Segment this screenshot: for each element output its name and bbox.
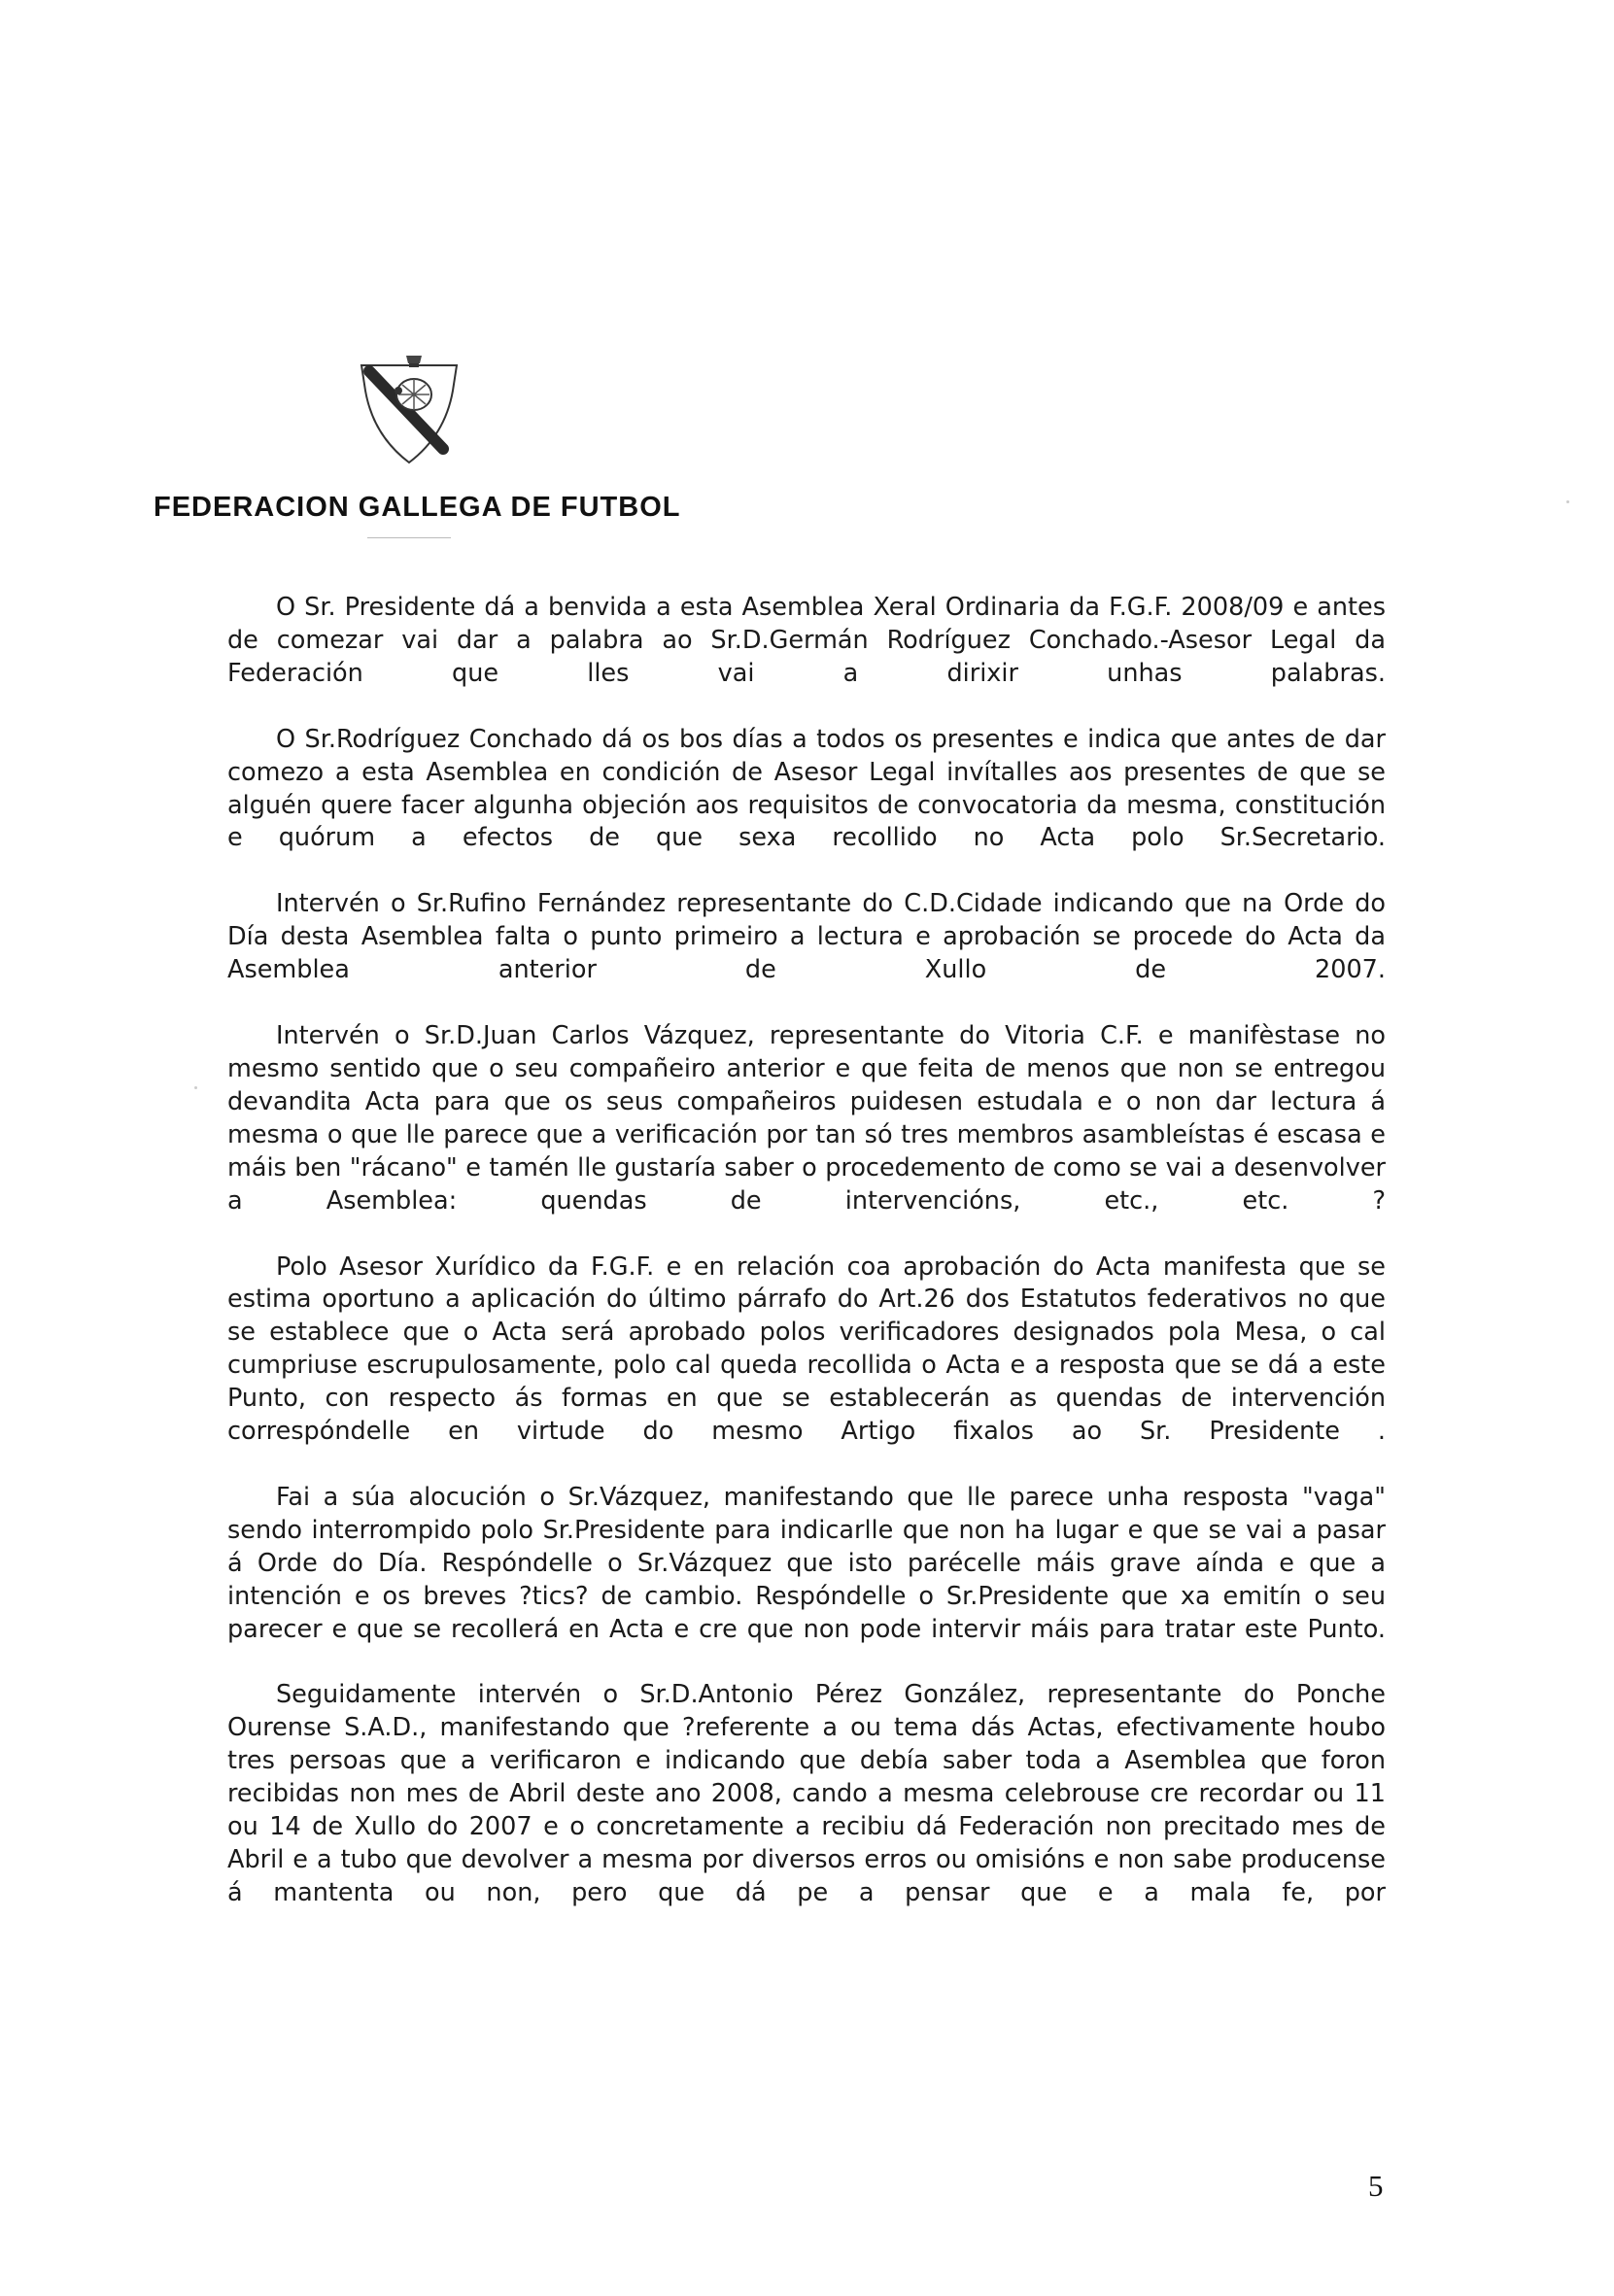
paragraph-7: Seguidamente intervén o Sr.D.Antonio Pérez González, representante do Ponche Ourense S.A.D., manifestando que ?referente a ou tema dás Actas, efectivamente houbo tres persoas que a verificaron e indicando que debía saber toda a Asemblea que foron recibidas non mes de Abril deste ano 2008, cando a mesma celebrouse cre recordar ou 11 ou 14 de Xullo do 2007 e o concretamente a recibiu dá Federación non precitado mes de Abril e a tubo que devolver a mesma por diversos erros ou omisións e non sabe producense á mantenta ou non, pero que dá pe a pensar que e a mala fe, por xyxy=(227,1680,1386,1907)
scan-speck xyxy=(194,1086,197,1089)
scan-speck xyxy=(1566,500,1569,503)
federation-crest-icon xyxy=(356,352,463,466)
paragraph-4: Intervén o Sr.D.Juan Carlos Vázquez, representante do Vitoria C.F. e manifèstase no mesmo sentido que o seu compañeiro anterior e que feita de menos que non se entregou devandita Acta para que os seus compañeiros puidesen estudala e o non dar lectura á mesma o que lle parece que a verificación por tan só tres membros asambleístas é escasa e máis ben "rácano" e tamén lle gustaría saber o procedemento de como se vai a desenvolver a Asemblea: quendas de intervencións, etc., etc. ? xyxy=(227,1021,1386,1216)
document-body xyxy=(227,592,1386,1943)
organization-name: FEDERACION GALLEGA DE FUTBOL xyxy=(154,492,681,523)
paragraph-6: Fai a súa alocución o Sr.Vázquez, manifestando que lle parece unha resposta "vaga" sendo interrompido polo Sr.Presidente para indicarlle que non ha lugar e que se vai a pasar á Orde do Día. Respóndelle o Sr.Vázquez que isto parécelle máis grave aínda e que a intención e os breves ?tics? de cambio. Respóndelle o Sr.Presidente que xa emitín o seu parecer e que se recollerá en Acta e cre que non pode intervir máis para tratar este Punto. xyxy=(227,1482,1386,1644)
paragraph-5: Polo Asesor Xurídico da F.G.F. e en relación coa aprobación do Acta manifesta que se estima oportuno a aplicación do último párrafo do Art.26 dos Estatutos federativos no que se establece que o Acta será aprobado polos verificadores designados pola Mesa, o cal cumpriuse escrupulosamente, polo cal queda recollida o Acta e a resposta que se dá a este Punto, con respecto ás formas en que se establecerán as quendas de intervención correspóndelle en virtude do mesmo Artigo fixalos ao Sr. Presidente . xyxy=(227,1251,1386,1447)
paragraph-3: Intervén o Sr.Rufino Fernández representante do C.D.Cidade indicando que na Orde do Día desta Asemblea falta o punto primeiro a lectura e aprobación se procede do Acta da Asemblea anterior de Xullo de 2007. xyxy=(227,889,1386,985)
paragraph-1: O Sr. Presidente dá a benvida a esta Asemblea Xeral Ordinaria da F.G.F. 2008/09 e antes de comezar vai dar a palabra ao Sr.D.Germán Rodríguez Conchado.-Asesor Legal da Federación que lles vai a dirixir unhas palabras. xyxy=(227,593,1386,688)
header-divider xyxy=(367,537,451,538)
page-number: 5 xyxy=(1368,2169,1384,2203)
paragraph-2: O Sr.Rodríguez Conchado dá os bos días a todos os presentes e indica que antes de dar comezo a esta Asemblea en condición de Asesor Legal invítalles aos presentes de que se alguén quere facer algunha objeción aos requisitos de convocatoria da mesma, constitución e quórum a efectos de que sexa recollido no Acta polo Sr.Secretario. xyxy=(227,724,1386,853)
